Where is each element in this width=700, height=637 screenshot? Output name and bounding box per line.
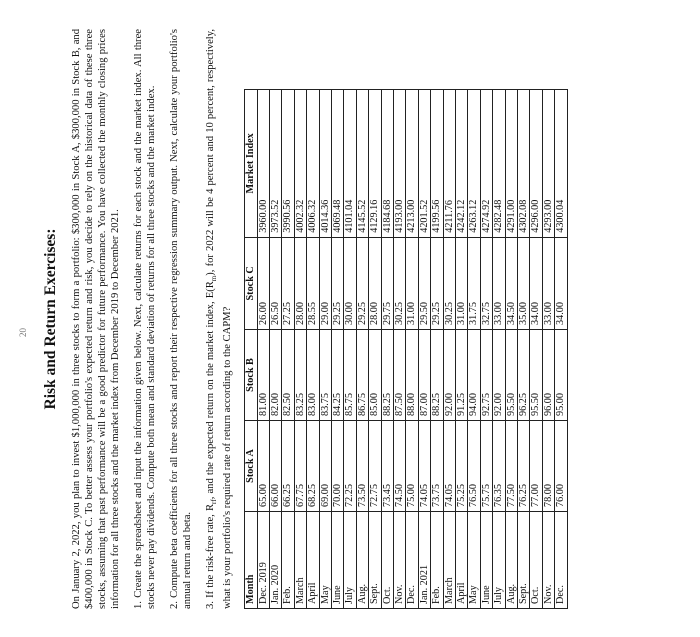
cell-stock-c: 29.25: [431, 237, 443, 329]
cell-market-index: 4201.52: [418, 89, 430, 237]
cell-market-index: 4300.04: [555, 89, 567, 237]
cell-stock-a: 77.00: [530, 420, 542, 511]
cell-market-index: 4213.00: [406, 89, 418, 237]
cell-stock-b: 84.25: [331, 329, 343, 420]
cell-month: Sept.: [518, 511, 530, 608]
cell-market-index: 4282.48: [493, 89, 505, 237]
cell-month: June: [480, 511, 492, 608]
cell-market-index: 4002.32: [294, 89, 306, 237]
cell-stock-b: 94.00: [468, 329, 480, 420]
cell-stock-b: 87.00: [418, 329, 430, 420]
cell-stock-a: 77.50: [505, 420, 517, 511]
cell-month: March: [443, 511, 455, 608]
table-row: [344, 89, 356, 608]
cell-month: Sept.: [369, 511, 381, 608]
question-3: 3. If the risk-free rate, $R_{rf}$, and the expected return on the market index, $E(R_m)$, for 2022 will be 4 percent and 10 percent, respectively, what is your portfolio's required rate of return according to the CAPM?: [205, 28, 234, 609]
cell-month: Oct.: [381, 511, 393, 608]
cell-stock-a: 73.45: [381, 420, 393, 511]
cell-market-index: 4274.92: [480, 89, 492, 237]
table-row: [269, 89, 281, 608]
cell-month: Aug.: [356, 511, 368, 608]
cell-month: Aug.: [505, 511, 517, 608]
cell-stock-b: 88.25: [381, 329, 393, 420]
table-row: [331, 89, 343, 608]
cell-market-index: 4293.00: [542, 89, 554, 237]
cell-stock-a: 76.00: [555, 420, 567, 511]
cell-stock-c: 28.55: [307, 237, 319, 329]
cell-stock-c: 27.25: [282, 237, 294, 329]
cell-month: June: [331, 511, 343, 608]
cell-month: April: [307, 511, 319, 608]
table-row: [356, 89, 368, 608]
cell-stock-b: 83.25: [294, 329, 306, 420]
cell-market-index: 4302.08: [518, 89, 530, 237]
table-row: [369, 89, 381, 608]
page-number: 20: [18, 327, 28, 337]
cell-stock-b: 87.50: [393, 329, 405, 420]
col-header-stock-b: Stock B: [245, 329, 257, 420]
cell-stock-b: 92.00: [493, 329, 505, 420]
table-row: [493, 89, 505, 608]
cell-market-index: 4211.76: [443, 89, 455, 237]
table-row: [443, 89, 455, 608]
table-row: [480, 89, 492, 608]
cell-market-index: 4014.36: [319, 89, 331, 237]
cell-market-index: 4069.48: [331, 89, 343, 237]
table-row: [282, 89, 294, 608]
table-row: [505, 89, 517, 608]
cell-market-index: 4101.04: [344, 89, 356, 237]
cell-stock-b: 88.25: [431, 329, 443, 420]
cell-market-index: 3960.00: [257, 89, 269, 237]
col-header-stock-c: Stock C: [245, 237, 257, 329]
cell-stock-a: 75.25: [456, 420, 468, 511]
cell-stock-a: 66.00: [269, 420, 281, 511]
cell-month: May: [319, 511, 331, 608]
table-row: [555, 89, 567, 608]
question-2: 2. Compute beta coefficients for all three stocks and report their respective regression summary output. Next, calculate your portfolio's annual return and beta.: [169, 28, 193, 609]
intro-paragraph: On January 2, 2022, you plan to invest $1,000,000 in three stocks to form a portfolio: $300,000 in Stock A, $300,000 in Stock B, and $400,000 in Stock C. To better assess your portfolio's expected return and risk, you decide to rely on the historical data of these three stocks, assuming that past performance will be a good predictor for future performance. You have collected the monthly closing prices information for all three stocks and the market index from December 2019 to December 2021.: [71, 28, 121, 609]
table-row: [393, 89, 405, 608]
cell-market-index: 4291.00: [505, 89, 517, 237]
cell-stock-a: 72.25: [344, 420, 356, 511]
cell-month: Nov.: [393, 511, 405, 608]
table-row: [542, 89, 554, 608]
cell-stock-a: 75.75: [480, 420, 492, 511]
cell-stock-c: 34.00: [555, 237, 567, 329]
cell-stock-a: 65.00: [257, 420, 269, 511]
col-header-month: Month: [245, 511, 257, 608]
cell-month: Nov.: [542, 511, 554, 608]
cell-stock-b: 83.75: [319, 329, 331, 420]
cell-stock-c: 26.00: [257, 237, 269, 329]
cell-month: Jan. 2020: [269, 511, 281, 608]
cell-stock-a: 75.00: [406, 420, 418, 511]
cell-market-index: 4184.68: [381, 89, 393, 237]
cell-stock-a: 76.35: [493, 420, 505, 511]
cell-stock-c: 34.50: [505, 237, 517, 329]
cell-stock-a: 67.75: [294, 420, 306, 511]
cell-month: July: [493, 511, 505, 608]
cell-stock-c: 33.00: [542, 237, 554, 329]
col-header-stock-a: Stock A: [245, 420, 257, 511]
cell-month: Oct.: [530, 511, 542, 608]
cell-market-index: 4263.12: [468, 89, 480, 237]
table-row: [431, 89, 443, 608]
cell-stock-c: 34.00: [530, 237, 542, 329]
page-title: Risk and Return Exercises:: [42, 228, 59, 409]
table-body: [257, 89, 567, 608]
cell-month: Dec.: [555, 511, 567, 608]
cell-stock-a: 73.75: [431, 420, 443, 511]
cell-market-index: 4193.00: [393, 89, 405, 237]
cell-stock-c: 30.00: [344, 237, 356, 329]
cell-stock-a: 70.00: [331, 420, 343, 511]
cell-stock-b: 96.00: [542, 329, 554, 420]
cell-stock-a: 74.05: [443, 420, 455, 511]
cell-stock-c: 31.00: [406, 237, 418, 329]
question-1: 1. Create the spreadsheet and input the information given below. Next, calculate returns for each stock and the market index. All three stocks never pay dividends. Compute both mean and standard deviation of returns for all three stocks and the market index.: [133, 28, 157, 609]
table-row: [406, 89, 418, 608]
price-table: [244, 89, 568, 609]
cell-month: March: [294, 511, 306, 608]
cell-stock-a: 78.00: [542, 420, 554, 511]
cell-stock-b: 81.00: [257, 329, 269, 420]
table-row: [418, 89, 430, 608]
cell-market-index: 4129.16: [369, 89, 381, 237]
cell-market-index: 3990.56: [282, 89, 294, 237]
cell-stock-b: 85.00: [369, 329, 381, 420]
table-header-row: [245, 89, 257, 608]
cell-stock-a: 76.50: [468, 420, 480, 511]
cell-stock-a: 74.05: [418, 420, 430, 511]
cell-stock-b: 85.75: [344, 329, 356, 420]
table-row: [530, 89, 542, 608]
cell-market-index: 4242.12: [456, 89, 468, 237]
table-row: [381, 89, 393, 608]
table-row: [257, 89, 269, 608]
cell-stock-b: 95.00: [555, 329, 567, 420]
cell-stock-b: 92.75: [480, 329, 492, 420]
cell-month: May: [468, 511, 480, 608]
cell-stock-a: 66.25: [282, 420, 294, 511]
cell-stock-c: 30.25: [443, 237, 455, 329]
cell-stock-c: 35.00: [518, 237, 530, 329]
table-row: [319, 89, 331, 608]
cell-stock-b: 83.00: [307, 329, 319, 420]
table-row: [294, 89, 306, 608]
cell-month: Dec.: [406, 511, 418, 608]
cell-market-index: 4145.52: [356, 89, 368, 237]
cell-month: Jan. 2021: [418, 511, 430, 608]
cell-stock-b: 86.75: [356, 329, 368, 420]
cell-month: April: [456, 511, 468, 608]
cell-stock-c: 29.75: [381, 237, 393, 329]
cell-month: Dec. 2019: [257, 511, 269, 608]
cell-stock-c: 29.00: [319, 237, 331, 329]
cell-month: Feb.: [282, 511, 294, 608]
cell-market-index: 4006.32: [307, 89, 319, 237]
cell-stock-c: 28.00: [369, 237, 381, 329]
cell-stock-c: 28.00: [294, 237, 306, 329]
cell-stock-b: 95.50: [530, 329, 542, 420]
cell-stock-a: 76.25: [518, 420, 530, 511]
cell-stock-c: 30.25: [393, 237, 405, 329]
cell-stock-c: 29.25: [331, 237, 343, 329]
cell-stock-b: 96.25: [518, 329, 530, 420]
cell-stock-c: 33.00: [493, 237, 505, 329]
cell-stock-b: 82.00: [269, 329, 281, 420]
cell-stock-a: 72.75: [369, 420, 381, 511]
cell-stock-c: 29.25: [356, 237, 368, 329]
cell-stock-b: 82.50: [282, 329, 294, 420]
cell-market-index: 4296.00: [530, 89, 542, 237]
table-row: [307, 89, 319, 608]
cell-month: July: [344, 511, 356, 608]
cell-stock-c: 31.75: [468, 237, 480, 329]
cell-stock-a: 74.50: [393, 420, 405, 511]
col-header-market-index: Market Index: [245, 89, 257, 237]
cell-stock-c: 26.50: [269, 237, 281, 329]
cell-stock-c: 32.75: [480, 237, 492, 329]
cell-stock-b: 91.25: [456, 329, 468, 420]
table-row: [456, 89, 468, 608]
cell-stock-c: 29.50: [418, 237, 430, 329]
cell-stock-a: 73.50: [356, 420, 368, 511]
cell-market-index: 4199.56: [431, 89, 443, 237]
cell-stock-c: 31.00: [456, 237, 468, 329]
cell-stock-a: 68.25: [307, 420, 319, 511]
cell-stock-b: 88.00: [406, 329, 418, 420]
cell-stock-a: 69.00: [319, 420, 331, 511]
rotated-document-page: [20, 19, 680, 619]
cell-stock-b: 92.00: [443, 329, 455, 420]
cell-month: Feb.: [431, 511, 443, 608]
cell-stock-b: 95.50: [505, 329, 517, 420]
table-row: [468, 89, 480, 608]
cell-market-index: 3973.52: [269, 89, 281, 237]
table-row: [518, 89, 530, 608]
